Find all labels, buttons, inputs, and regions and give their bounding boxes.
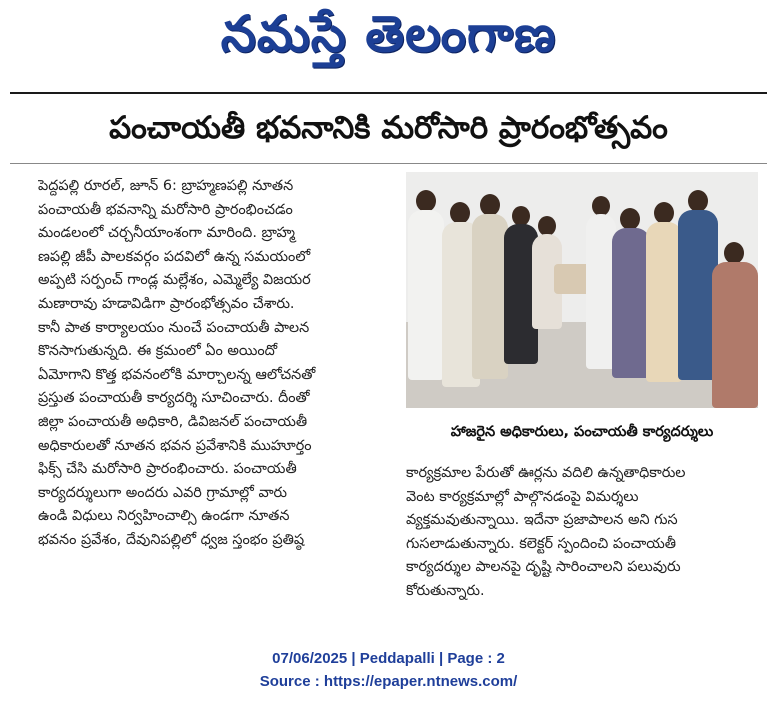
person-head bbox=[512, 206, 530, 226]
person-head bbox=[592, 196, 610, 216]
article-body-right-column bbox=[406, 462, 758, 604]
article-line: కార్యదర్శుల పాలనపై దృష్టి సారించాలని పలువురు bbox=[406, 559, 681, 576]
article-line: ఫిక్స్ చేసి మరోసారి ప్రారంభించారు. పంచాయతీ bbox=[38, 461, 297, 478]
person-head bbox=[620, 208, 640, 230]
person-figure bbox=[712, 262, 758, 408]
article-line: ఉండి విధులు నిర్వహించాల్సి ఉండగా నూతన bbox=[38, 508, 290, 525]
article-line: పెద్దపల్లి రూరల్, జూన్ 6: బ్రాహ్మణపల్లి నూతన bbox=[38, 178, 294, 194]
article-line: వ్యక్తమవుతున్నాయి. ఇదేనా ప్రజాపాలన అని గుస bbox=[406, 512, 678, 529]
article-line: ప్రస్తుత పంచాయతీ కార్యదర్శి సూచించారు. దీంతో bbox=[38, 390, 310, 407]
article-line: కోరుతున్నారు. bbox=[406, 582, 485, 599]
person-figure bbox=[472, 214, 508, 379]
newspaper-masthead: నమస్తే తెలంగాణ bbox=[220, 4, 557, 63]
person-head bbox=[688, 190, 708, 212]
person-figure bbox=[408, 210, 444, 380]
article-line: ఏమోగాని కొత్త భవనంలోకి మార్చాలన్న ఆలోచనతో bbox=[38, 366, 316, 383]
person-head bbox=[416, 190, 436, 212]
person-figure bbox=[612, 228, 650, 378]
photo-caption: హాజరైన అధికారులు, పంచాయతీ కార్యదర్శులు bbox=[450, 424, 714, 440]
footer-source-link[interactable]: Source : https://epaper.ntnews.com/ bbox=[259, 673, 518, 690]
article-line: మండలంలో చర్చనీయాంశంగా మారింది. బ్రాహ్మ bbox=[38, 225, 295, 242]
masthead-divider bbox=[10, 92, 767, 94]
article-line: పంచాయతీ భవనాన్ని మరోసారి ప్రారంభించడం bbox=[38, 201, 293, 218]
article-line: కార్యక్రమాల పేరుతో ఊర్లను వదిలి ఉన్నతాధికారుల bbox=[406, 465, 686, 481]
person-head bbox=[480, 194, 500, 216]
article-body-left-column bbox=[38, 175, 398, 553]
person-figure bbox=[646, 222, 682, 382]
article-line: కొనసాగుతున్నది. ఈ క్రమంలో ఏం అయిందో bbox=[38, 343, 278, 360]
headline-divider bbox=[10, 163, 767, 164]
article-line: కార్యదర్శులుగా అందరు ఎవరి గ్రామాల్లో వారు bbox=[38, 484, 288, 501]
person-head bbox=[450, 202, 470, 224]
person-head bbox=[538, 216, 556, 236]
article-line: మణారావు హడావిడిగా ప్రారంభోత్సవం చేశారు. bbox=[38, 295, 295, 312]
article-headline: పంచాయతీ భవనానికి మరోసారి ప్రారంభోత్సవం bbox=[109, 110, 668, 146]
event-photo bbox=[406, 172, 758, 408]
article-line: కానీ పాత కార్యాలయం నుంచే పంచాయతీ పాలన bbox=[38, 319, 310, 336]
person-head bbox=[724, 242, 744, 264]
article-line: వెంట కార్యక్రమాల్లో పాల్గొనడంపై విమర్శలు bbox=[406, 488, 639, 505]
article-line: జిల్లా పంచాయతీ అధికారి, డివిజనల్ పంచాయతీ bbox=[38, 413, 308, 430]
article-line: అధికారులతో నూతన భవన ప్రవేశానికి ముహూర్తం bbox=[38, 437, 312, 454]
footer-date-line: 07/06/2025 | Peddapalli | Page : 2 bbox=[272, 650, 505, 667]
article-line: ణపల్లి జీపీ పాలకవర్గం పదవిలో ఉన్న సమయంలో bbox=[38, 248, 311, 265]
article-line: భవనం ప్రవేశం, దేవునిపల్లిలో ధ్వజ స్తంభం ప్రతిష్ఠ bbox=[38, 531, 305, 548]
article-line: అప్పటి సర్పంచ్ గాండ్ల మల్లేశం, ఎమ్మెల్యే విజయర bbox=[38, 272, 311, 289]
article-line: గుసలాడుతున్నారు. కలెక్టర్ స్పందించి పంచాయతీ bbox=[406, 535, 677, 552]
person-head bbox=[654, 202, 674, 224]
